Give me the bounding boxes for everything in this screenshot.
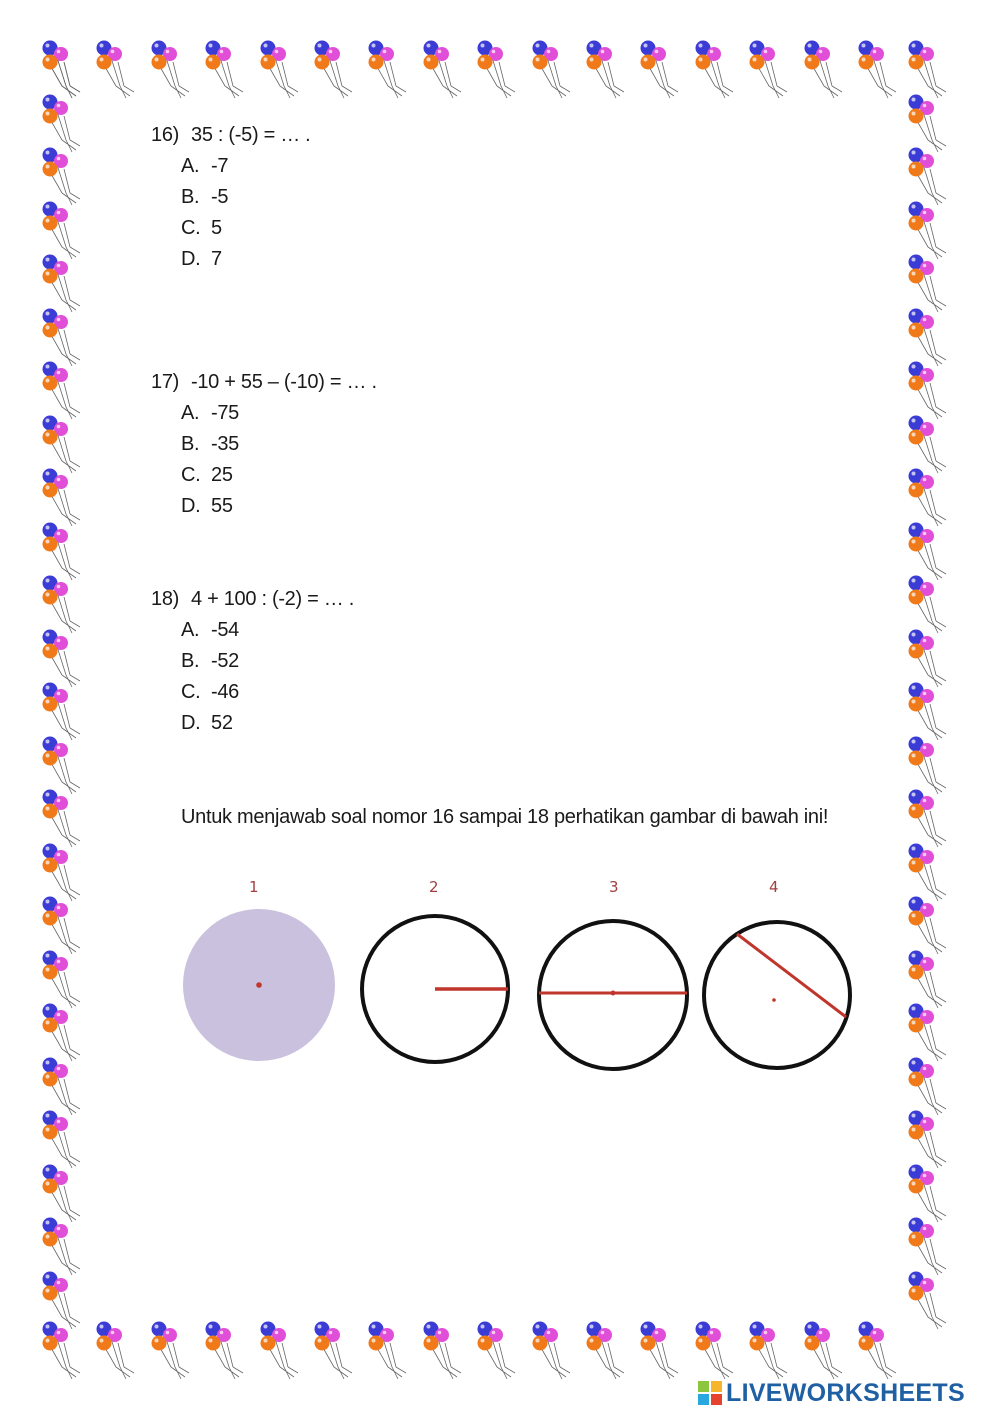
balloon-icon	[909, 630, 947, 688]
balloon-icon	[43, 1004, 81, 1062]
option-letter: B.	[181, 433, 200, 455]
question-17	[151, 367, 377, 522]
balloon-icon	[97, 1322, 135, 1380]
option-text: -35	[211, 433, 240, 455]
balloon-icon	[909, 1218, 947, 1276]
option-a[interactable]	[151, 398, 377, 429]
figure-1-filled-circle	[183, 909, 335, 1061]
figure-4-chord	[704, 922, 850, 1068]
figure-label-1: 1	[249, 878, 259, 896]
balloon-icon	[43, 1165, 81, 1223]
option-d[interactable]	[151, 708, 354, 739]
question-stem: 4 + 100 : (-2) = … .	[191, 588, 354, 610]
option-letter: A.	[181, 155, 200, 177]
balloon-icon	[43, 95, 81, 153]
question-number: 17)	[151, 371, 180, 393]
option-text: -75	[211, 402, 240, 424]
balloon-icon	[43, 309, 81, 367]
balloon-icon	[909, 737, 947, 795]
option-c[interactable]	[151, 213, 310, 244]
balloon-icon	[206, 41, 244, 99]
option-text: -7	[211, 155, 229, 177]
option-b[interactable]	[151, 429, 377, 460]
balloon-icon	[43, 790, 81, 848]
balloon-icon	[805, 41, 843, 99]
balloon-icon	[909, 1272, 947, 1330]
figure-2-radius	[362, 916, 508, 1062]
option-letter: C.	[181, 217, 201, 239]
question-stem: -10 + 55 – (-10) = … .	[191, 371, 377, 393]
balloon-icon	[909, 416, 947, 474]
balloon-icon	[43, 737, 81, 795]
balloon-icon	[909, 95, 947, 153]
figure-label-2: 2	[429, 878, 439, 896]
option-text: -52	[211, 650, 240, 672]
option-text: -5	[211, 186, 229, 208]
balloon-icon	[909, 683, 947, 741]
option-text: 7	[211, 248, 222, 270]
question-number: 18)	[151, 588, 180, 610]
balloon-icon	[533, 41, 571, 99]
balloon-icon	[43, 523, 81, 581]
option-letter: C.	[181, 681, 201, 703]
balloon-icon	[43, 255, 81, 313]
balloon-icon	[369, 1322, 407, 1380]
option-c[interactable]	[151, 677, 354, 708]
circle-figures	[180, 905, 860, 1085]
balloon-icon	[43, 41, 81, 99]
option-a[interactable]	[151, 615, 354, 646]
figure-label-3: 3	[609, 878, 619, 896]
balloon-icon	[859, 1322, 897, 1380]
balloon-icon	[909, 148, 947, 206]
balloon-icon	[261, 1322, 299, 1380]
balloon-icon	[43, 202, 81, 260]
balloon-icon	[750, 41, 788, 99]
option-d[interactable]	[151, 491, 377, 522]
balloon-icon	[43, 630, 81, 688]
balloon-icon	[43, 1218, 81, 1276]
option-text: -54	[211, 619, 240, 641]
balloon-icon	[750, 1322, 788, 1380]
balloon-icon	[43, 469, 81, 527]
balloon-icon	[43, 1322, 81, 1380]
balloon-icon	[43, 362, 81, 420]
option-text: 52	[211, 712, 233, 734]
balloon-icon	[909, 523, 947, 581]
option-letter: D.	[181, 495, 201, 517]
balloon-icon	[369, 41, 407, 99]
balloon-icon	[909, 576, 947, 634]
balloon-icon	[909, 469, 947, 527]
balloon-icon	[533, 1322, 571, 1380]
balloon-icon	[206, 1322, 244, 1380]
balloon-icon	[152, 1322, 190, 1380]
balloon-icon	[909, 202, 947, 260]
option-text: 5	[211, 217, 222, 239]
liveworksheets-logo	[698, 1378, 994, 1408]
balloon-icon	[909, 309, 947, 367]
option-a[interactable]	[151, 151, 310, 182]
balloon-icon	[909, 41, 947, 99]
balloon-icon	[97, 41, 135, 99]
brand-name: LIVEWORKSHEETS	[726, 1378, 965, 1407]
balloon-icon	[909, 1111, 947, 1169]
balloon-icon	[909, 362, 947, 420]
balloon-icon	[641, 1322, 679, 1380]
balloon-icon	[696, 1322, 734, 1380]
option-letter: D.	[181, 712, 201, 734]
figure-label-4: 4	[769, 878, 779, 896]
question-number: 16)	[151, 124, 180, 146]
option-text: -46	[211, 681, 240, 703]
balloon-icon	[43, 416, 81, 474]
balloon-icon	[909, 844, 947, 902]
balloon-icon	[478, 41, 516, 99]
balloon-icon	[805, 1322, 843, 1380]
option-c[interactable]	[151, 460, 377, 491]
balloon-icon	[424, 1322, 462, 1380]
option-b[interactable]	[151, 182, 310, 213]
balloon-icon	[43, 1111, 81, 1169]
balloon-icon	[641, 41, 679, 99]
option-letter: A.	[181, 402, 200, 424]
balloon-icon	[478, 1322, 516, 1380]
balloon-icon	[43, 951, 81, 1009]
balloon-icon	[424, 41, 462, 99]
balloon-icon	[909, 1058, 947, 1116]
balloon-icon	[909, 255, 947, 313]
option-text: 25	[211, 464, 233, 486]
option-letter: A.	[181, 619, 200, 641]
balloon-icon	[43, 897, 81, 955]
question-16	[151, 120, 310, 275]
question-stem: 35 : (-5) = … .	[191, 124, 311, 146]
balloon-icon	[261, 41, 299, 99]
option-letter: C.	[181, 464, 201, 486]
balloon-icon	[43, 1272, 81, 1330]
option-d[interactable]	[151, 244, 310, 275]
balloon-icon	[909, 1165, 947, 1223]
balloon-icon	[43, 844, 81, 902]
option-b[interactable]	[151, 646, 354, 677]
figure-3-diameter	[539, 921, 687, 1069]
option-letter: B.	[181, 650, 200, 672]
balloon-icon	[43, 148, 81, 206]
balloon-icon	[696, 41, 734, 99]
balloon-icon	[909, 951, 947, 1009]
question-18	[151, 584, 354, 739]
balloon-icon	[909, 1004, 947, 1062]
balloon-icon	[587, 41, 625, 99]
balloon-icon	[315, 41, 353, 99]
balloon-icon	[315, 1322, 353, 1380]
balloon-icon	[909, 790, 947, 848]
option-letter: B.	[181, 186, 200, 208]
liveworksheets-logo-icon	[698, 1381, 722, 1405]
balloon-icon	[43, 1058, 81, 1116]
balloon-icon	[859, 41, 897, 99]
balloon-icon	[909, 897, 947, 955]
balloon-icon	[43, 576, 81, 634]
option-text: 55	[211, 495, 233, 517]
balloon-icon	[43, 683, 81, 741]
balloon-icon	[152, 41, 190, 99]
balloon-icon	[587, 1322, 625, 1380]
option-letter: D.	[181, 248, 201, 270]
instruction-text: Untuk menjawab soal nomor 16 sampai 18 perhatikan gambar di bawah ini!	[181, 806, 829, 828]
